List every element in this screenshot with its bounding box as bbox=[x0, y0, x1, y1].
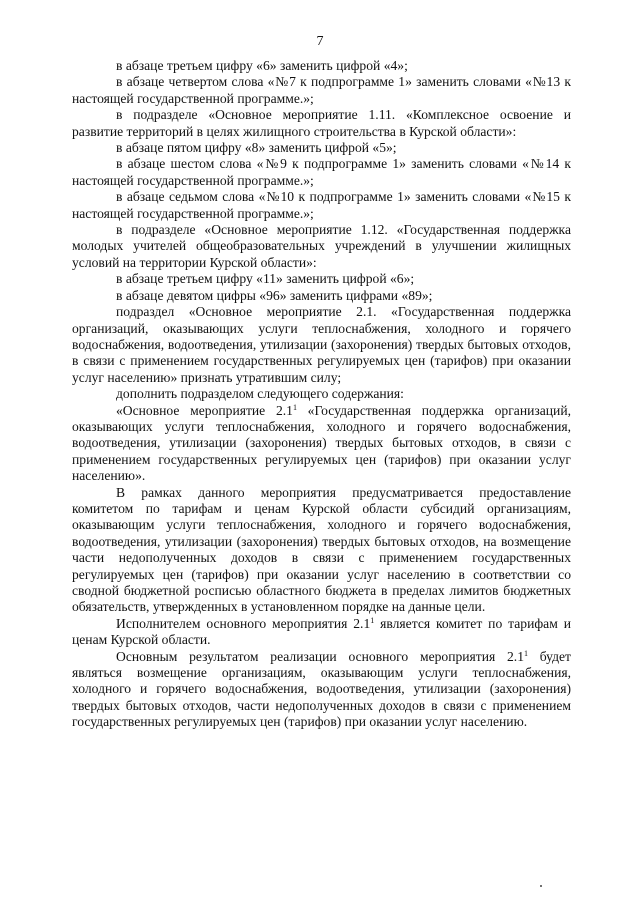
scan-speck bbox=[540, 885, 542, 887]
paragraph-8: в абзаце третьем цифру «11» заменить цифрой «6»; bbox=[116, 271, 415, 287]
paragraph-15 bbox=[72, 649, 571, 731]
paragraph-14-start: Исполнителем основного мероприятия 2.1 bbox=[116, 615, 371, 631]
paragraph-13: В рамках данного мероприятия предусматривается предоставление комитетом по тарифам и ценам Курской области субсидий организациям, оказывающим услуги теплоснабжения, холодного и горячего водоснабжения, водоотведения, утилизации (захоронения) твердых бытовых отходов, на возмещение части недополученных доходов в связи с применением государственных регулируемых цен (тарифов) при оказании услуг населению в соответствии со сводной бюджетной росписью областного бюджета в пределах лимитов бюджетных обязательств, утвержденных в установленном порядке на данные цели. bbox=[72, 484, 571, 615]
paragraph-6: в абзаце седьмом слова «№10 к подпрограмме 1» заменить словами «№15 к настоящей государственной программе.»; bbox=[72, 189, 571, 221]
paragraph-2: в абзаце четвертом слова «№7 к подпрограмме 1» заменить словами «№13 к настоящей государственной программе.»; bbox=[72, 74, 571, 106]
paragraph-5: в абзаце шестом слова «№9 к подпрограмме 1» заменить словами «№14 к настоящей государственной программе.»; bbox=[72, 156, 571, 188]
paragraph-9: в абзаце девятом цифры «96» заменить цифрами «89»; bbox=[116, 287, 433, 303]
superscript-1: 1 bbox=[292, 402, 297, 412]
document-body bbox=[72, 58, 571, 731]
paragraph-7: в подразделе «Основное мероприятие 1.12. «Государственная поддержка молодых учителей общеобразовательных учреждений в улучшении жилищных условий на территории Курской области»: bbox=[72, 222, 571, 270]
page-number: 7 bbox=[316, 34, 324, 49]
paragraph-3: в подразделе «Основное мероприятие 1.11. «Комплексное освоение и развитие территорий в целях жилищного строительства в Курской области»: bbox=[72, 107, 571, 139]
superscript-1: 1 bbox=[370, 615, 375, 625]
paragraph-15-end: будет являться возмещение организациям, оказывающим услуги теплоснабжения, холодного и горячего водоснабжения, водоотведения, утилизации (захоронения) твердых бытовых отходов, части недополученных доходов в связи с применением государственных регулируемых цен (тарифов) при оказании услуг населению. bbox=[72, 648, 571, 730]
paragraph-14 bbox=[72, 616, 571, 649]
paragraph-12 bbox=[72, 403, 571, 485]
paragraph-4: в абзаце пятом цифру «8» заменить цифрой «5»; bbox=[116, 140, 397, 156]
paragraph-12-start: «Основное мероприятие 2.1 bbox=[116, 402, 293, 418]
superscript-1: 1 bbox=[524, 648, 528, 658]
paragraph-14-end: является комитет по тарифам и ценам Курской области. bbox=[72, 615, 571, 648]
paragraph-10: подраздел «Основное мероприятие 2.1. «Государственная поддержка организаций, оказывающих услуги теплоснабжения, холодного и горячего водоснабжения, водоотведения, утилизации (захоронения) твердых бытовых отходов, в связи с применением государственных регулируемых цен (тарифов) при оказании услуг населению» признать утратившим силу; bbox=[72, 304, 571, 385]
paragraph-11: дополнить подразделом следующего содержания: bbox=[116, 386, 404, 402]
paragraph-15-start: Основным результатом реализации основного мероприятия 2.1 bbox=[116, 648, 524, 664]
paragraph-12-end: «Государственная поддержка организаций, оказывающих услуги теплоснабжения, холодного и горячего водоснабжения, водоотведения, утилизации (захоронения) твердых бытовых отходов, в связи с применением государственных регулируемых цен (тарифов) при оказании услуг населению». bbox=[72, 402, 572, 484]
paragraph-1: в абзаце третьем цифру «6» заменить цифрой «4»; bbox=[116, 58, 408, 73]
